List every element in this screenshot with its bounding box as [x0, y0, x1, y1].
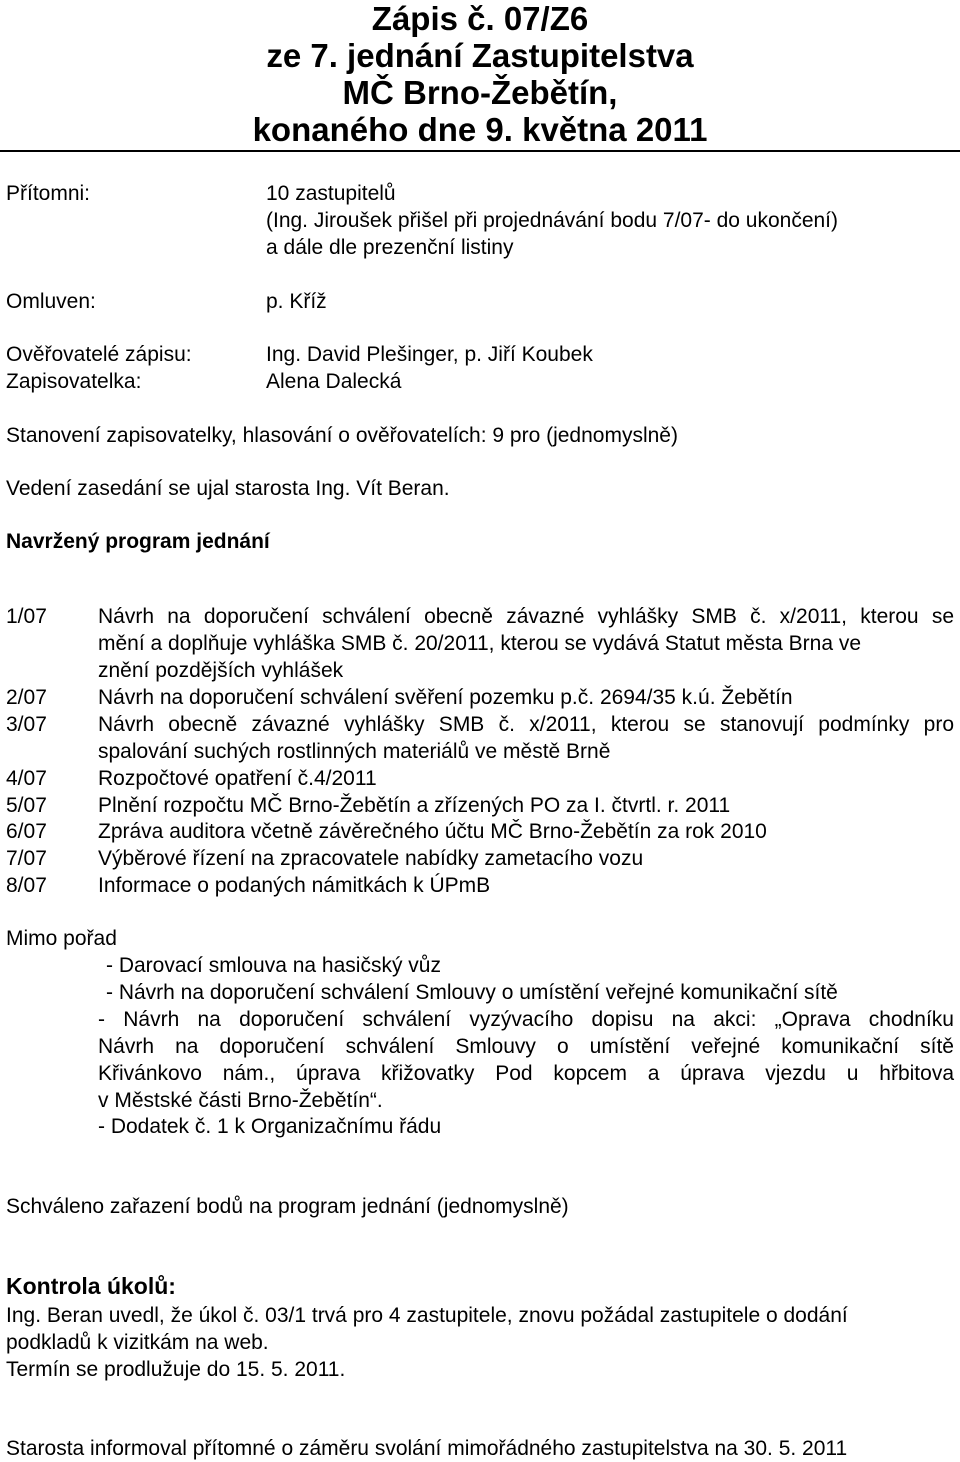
program-item-number: 2/07	[6, 686, 47, 709]
program-item-number: 8/07	[6, 874, 47, 897]
footer-note: Starosta informoval přítomné o záměru svolání mimořádného zastupitelstva na 30. 5. 2011	[6, 1437, 848, 1460]
program-item-text: Plnění rozpočtu MČ Brno-Žebětín a zřízených PO za I. čtvrtl. r. 2011	[98, 794, 731, 817]
document-subtitle: ze 7. jednání Zastupitelstva	[266, 37, 694, 74]
program-item-number: 1/07	[6, 605, 47, 628]
document-municipality: MČ Brno-Žebětín,	[342, 74, 618, 111]
verifiers-label: Ověřovatelé zápisu:	[6, 343, 192, 366]
tasks-deadline: Termín se prodlužuje do 15. 5. 2011.	[6, 1358, 346, 1381]
program-item-text: Výběrové řízení na zpracovatele nabídky zametacího vozu	[98, 847, 644, 870]
program-item-number: 3/07	[6, 713, 47, 736]
tasks-text: podkladů k vizitkám na web.	[6, 1331, 269, 1354]
present-note-2: a dále dle prezenční listiny	[266, 236, 514, 259]
tasks-heading: Kontrola úkolů:	[6, 1273, 176, 1299]
program-item-text: Návrh na doporučení schválení svěření pozemku p.č. 2694/35 k.ú. Žebětín	[98, 686, 793, 709]
program-item-number: 4/07	[6, 767, 47, 790]
approval-statement: Schváleno zařazení bodů na program jednání (jednomyslně)	[6, 1195, 569, 1218]
document-date: konaného dne 9. května 2011	[252, 111, 708, 148]
excused-label: Omluven:	[6, 290, 96, 313]
extra-item: - Návrh na doporučení schválení Smlouvy o umístění veřejné komunikační sítě	[106, 981, 838, 1004]
extra-item: - Darovací smlouva na hasičský vůz	[106, 954, 441, 977]
vote-statement: Stanovení zapisovatelky, hlasování o ověřovatelích: 9 pro (jednomyslně)	[6, 424, 678, 447]
chair-statement: Vedení zasedání se ujal starosta Ing. Vít Beran.	[6, 477, 450, 500]
program-item-text: Rozpočtové opatření č.4/2011	[98, 767, 377, 790]
program-item-text: Zpráva auditora včetně závěrečného účtu MČ Brno-Žebětín za rok 2010	[98, 820, 767, 843]
program-item-text: Informace o podaných námitkách k ÚPmB	[98, 874, 491, 897]
program-item-text: Návrh obecně závazné vyhlášky SMB č. x/2011, kterou se stanovují podmínky pro	[98, 713, 954, 736]
excused-value: p. Kříž	[266, 290, 327, 313]
extra-item: Křivánkovo nám., úprava křižovatky Pod kopcem a úprava vjezdu u hřbitova	[98, 1062, 954, 1085]
extra-heading: Mimo pořad	[6, 927, 117, 950]
document-title: Zápis č. 07/Z6	[371, 0, 589, 37]
extra-item: - Návrh na doporučení schválení vyzývacího dopisu na akci: „Oprava chodníku	[98, 1008, 954, 1031]
program-heading: Navržený program jednání	[6, 530, 270, 553]
program-item-text: Návrh na doporučení schválení obecně závazné vyhlášky SMB č. x/2011, kterou se	[98, 605, 954, 628]
present-count: 10 zastupitelů	[266, 182, 396, 205]
extra-item: v Městské části Brno-Žebětín“.	[98, 1089, 383, 1112]
present-note: (Ing. Jiroušek přišel při projednávání bodu 7/07- do ukončení)	[266, 209, 839, 232]
verifiers-value: Ing. David Plešinger, p. Jiří Koubek	[266, 343, 593, 366]
tasks-text: Ing. Beran uvedl, že úkol č. 03/1 trvá pro 4 zastupitele, znovu požádal zastupitele o dodání	[6, 1304, 848, 1327]
program-item-number: 7/07	[6, 847, 47, 870]
program-item-number: 6/07	[6, 820, 47, 843]
extra-item: Návrh na doporučení schválení Smlouvy o umístění veřejné komunikační sítě	[98, 1035, 954, 1058]
recorder-label: Zapisovatelka:	[6, 370, 142, 393]
program-item-text: mění a doplňuje vyhláška SMB č. 20/2011, kterou se vydává Statut města Brna ve	[98, 632, 862, 655]
program-item-text: spalování suchých rostlinných materiálů ve městě Brně	[98, 740, 611, 763]
extra-item: - Dodatek č. 1 k Organizačnímu řádu	[98, 1115, 442, 1138]
program-item-number: 5/07	[6, 794, 47, 817]
program-item-text: znění pozdějších vyhlášek	[98, 659, 344, 682]
header-divider	[0, 150, 960, 152]
present-label: Přítomni:	[6, 182, 91, 205]
recorder-value: Alena Dalecká	[266, 370, 402, 393]
